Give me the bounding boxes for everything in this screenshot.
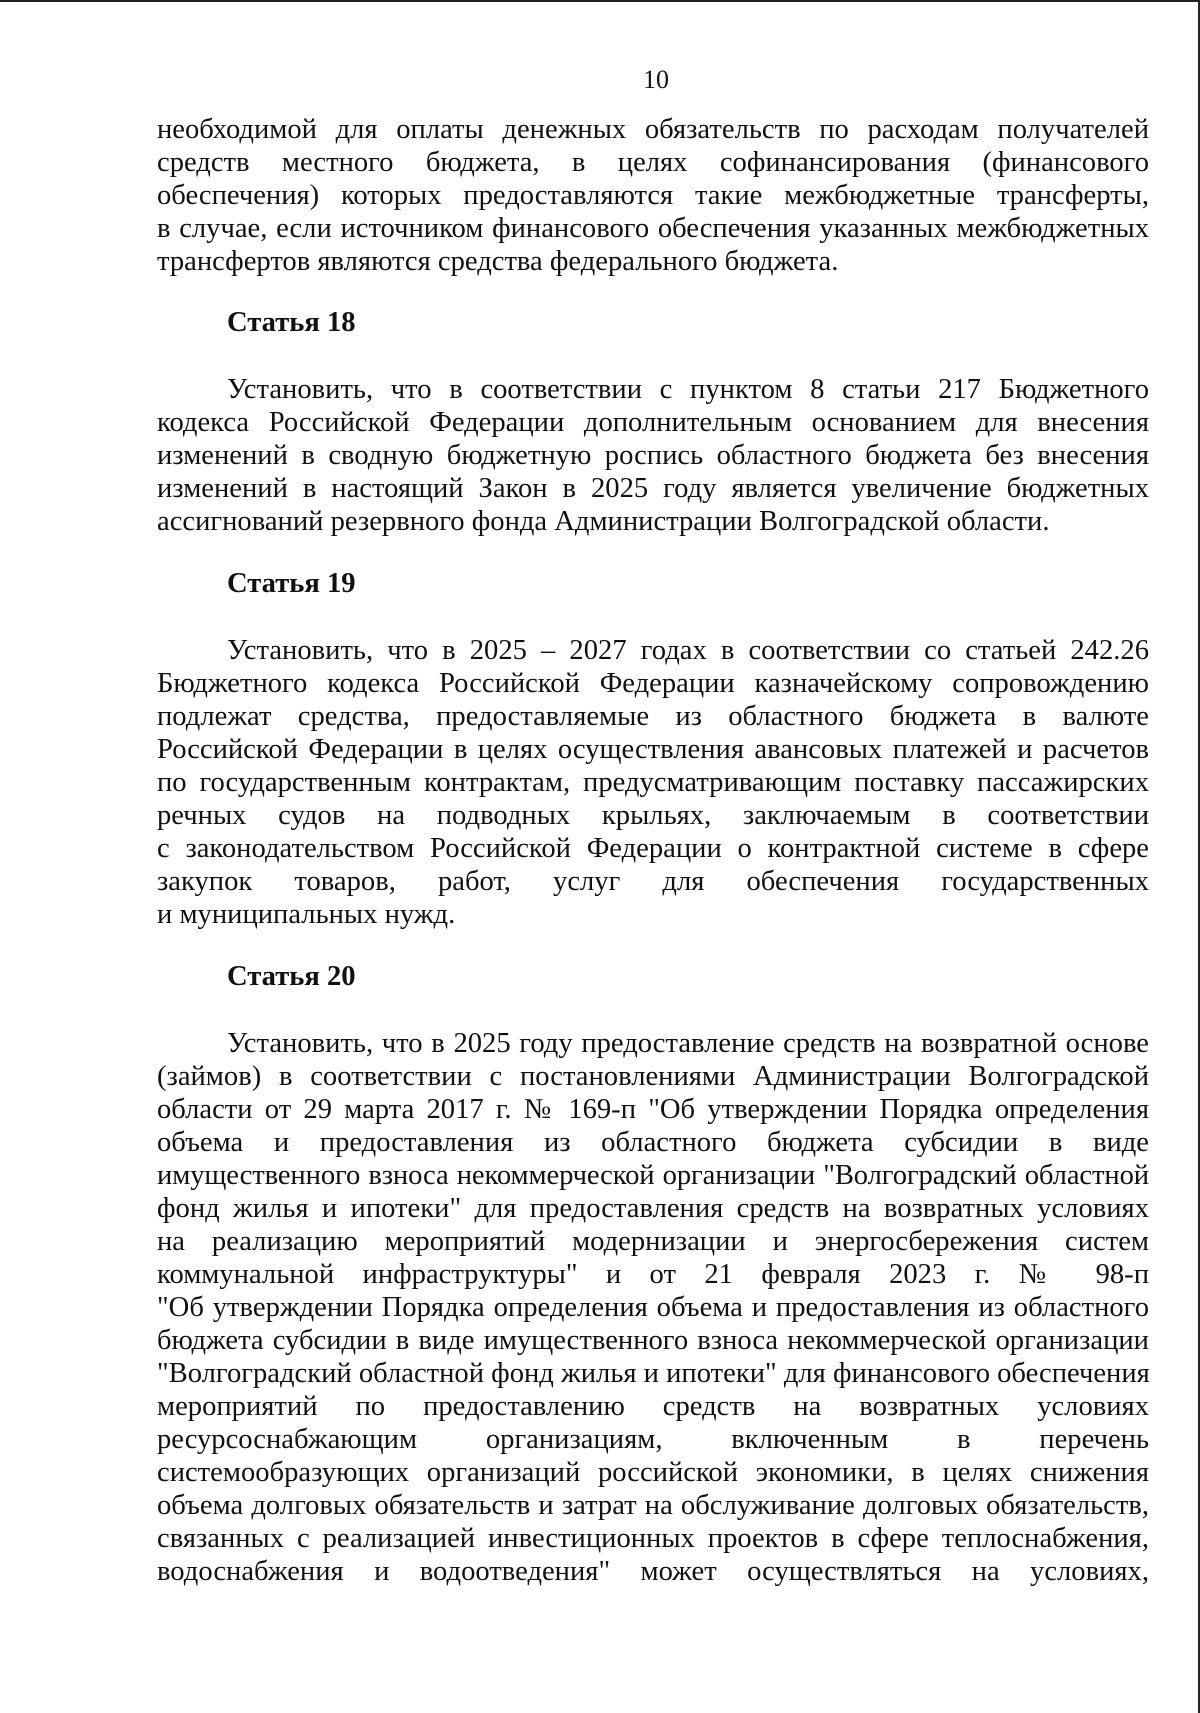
text-line: ассигнований резервного фонда Администрации Волгоградской области. bbox=[157, 506, 1050, 537]
text-line: фонд жилья и ипотеки" для предоставления средств на возвратных условиях bbox=[157, 1193, 1149, 1224]
text-line: средств местного бюджета, в целях софинансирования (финансового bbox=[157, 147, 1149, 178]
text-line: с законодательством Российской Федерации о контрактной системе в сфере bbox=[157, 833, 1149, 864]
text-line: изменений в сводную бюджетную роспись областного бюджета без внесения bbox=[157, 440, 1149, 471]
text-line: Российской Федерации в целях осуществления авансовых платежей и расчетов bbox=[157, 734, 1149, 765]
text-line: (займов) в соответствии с постановлениями Администрации Волгоградской bbox=[157, 1061, 1149, 1092]
article-18-heading: Статья 18 bbox=[227, 307, 356, 338]
text-line: объема и предоставления из областного бюджета субсидии в виде bbox=[157, 1127, 1149, 1158]
text-line: Установить, что в соответствии с пунктом 8 статьи 217 Бюджетного bbox=[227, 374, 1149, 405]
text-line: по государственным контрактам, предусматривающим поставку пассажирских bbox=[157, 767, 1149, 798]
text-line: необходимой для оплаты денежных обязательств по расходам получателей bbox=[157, 114, 1149, 145]
text-line: и муниципальных нужд. bbox=[157, 899, 456, 930]
text-line: связанных с реализацией инвестиционных проектов в сфере теплоснабжения, bbox=[157, 1523, 1149, 1554]
text-line: "Волгоградский областной фонд жилья и ипотеки" для финансового обеспечения bbox=[157, 1358, 1150, 1389]
text-line: на реализацию мероприятий модернизации и энергосбережения систем bbox=[157, 1226, 1149, 1257]
text-line: обеспечения) которых предоставляются такие межбюджетные трансферты, bbox=[157, 180, 1149, 211]
text-line: коммунальной инфраструктуры" и от 21 февраля 2023 г. № 98-п bbox=[157, 1259, 1149, 1290]
text-line: изменений в настоящий Закон в 2025 году является увеличение бюджетных bbox=[157, 473, 1149, 504]
text-line: "Об утверждении Порядка определения объема и предоставления из областного bbox=[157, 1292, 1149, 1323]
text-line: водоснабжения и водоотведения" может осуществляться на условиях, bbox=[157, 1556, 1149, 1587]
text-line: речных судов на подводных крыльях, заключаемым в соответствии bbox=[157, 800, 1149, 831]
text-line: в случае, если источником финансового обеспечения указанных межбюджетных bbox=[157, 213, 1149, 244]
text-line: объема долговых обязательств и затрат на обслуживание долговых обязательств, bbox=[157, 1490, 1149, 1521]
page-number: 10 bbox=[643, 65, 669, 94]
text-line: трансфертов являются средства федерального бюджета. bbox=[157, 246, 839, 277]
article-20-heading: Статья 20 bbox=[227, 961, 356, 992]
text-line: области от 29 марта 2017 г. № 169-п "Об утверждении Порядка определения bbox=[157, 1094, 1149, 1125]
text-line: Установить, что в 2025 году предоставление средств на возвратной основе bbox=[227, 1028, 1149, 1059]
text-line: бюджета субсидии в виде имущественного взноса некоммерческой организации bbox=[157, 1325, 1149, 1356]
text-line: закупок товаров, работ, услуг для обеспечения государственных bbox=[157, 866, 1149, 897]
text-line: имущественного взноса некоммерческой организации "Волгоградский областной bbox=[157, 1160, 1149, 1191]
text-line: кодекса Российской Федерации дополнительным основанием для внесения bbox=[157, 407, 1149, 438]
text-line: системообразующих организаций российской экономики, в целях снижения bbox=[157, 1457, 1149, 1488]
text-line: подлежат средства, предоставляемые из областного бюджета в валюте bbox=[157, 701, 1149, 732]
article-19-heading: Статья 19 bbox=[227, 568, 356, 599]
text-line: Установить, что в 2025 – 2027 годах в соответствии со статьей 242.26 bbox=[227, 635, 1149, 666]
text-line: Бюджетного кодекса Российской Федерации казначейскому сопровождению bbox=[157, 668, 1149, 699]
document-body bbox=[157, 0, 1149, 1713]
text-line: мероприятий по предоставлению средств на возвратных условиях bbox=[157, 1391, 1149, 1422]
text-line: ресурсоснабжающим организациям, включенным в перечень bbox=[157, 1424, 1149, 1455]
